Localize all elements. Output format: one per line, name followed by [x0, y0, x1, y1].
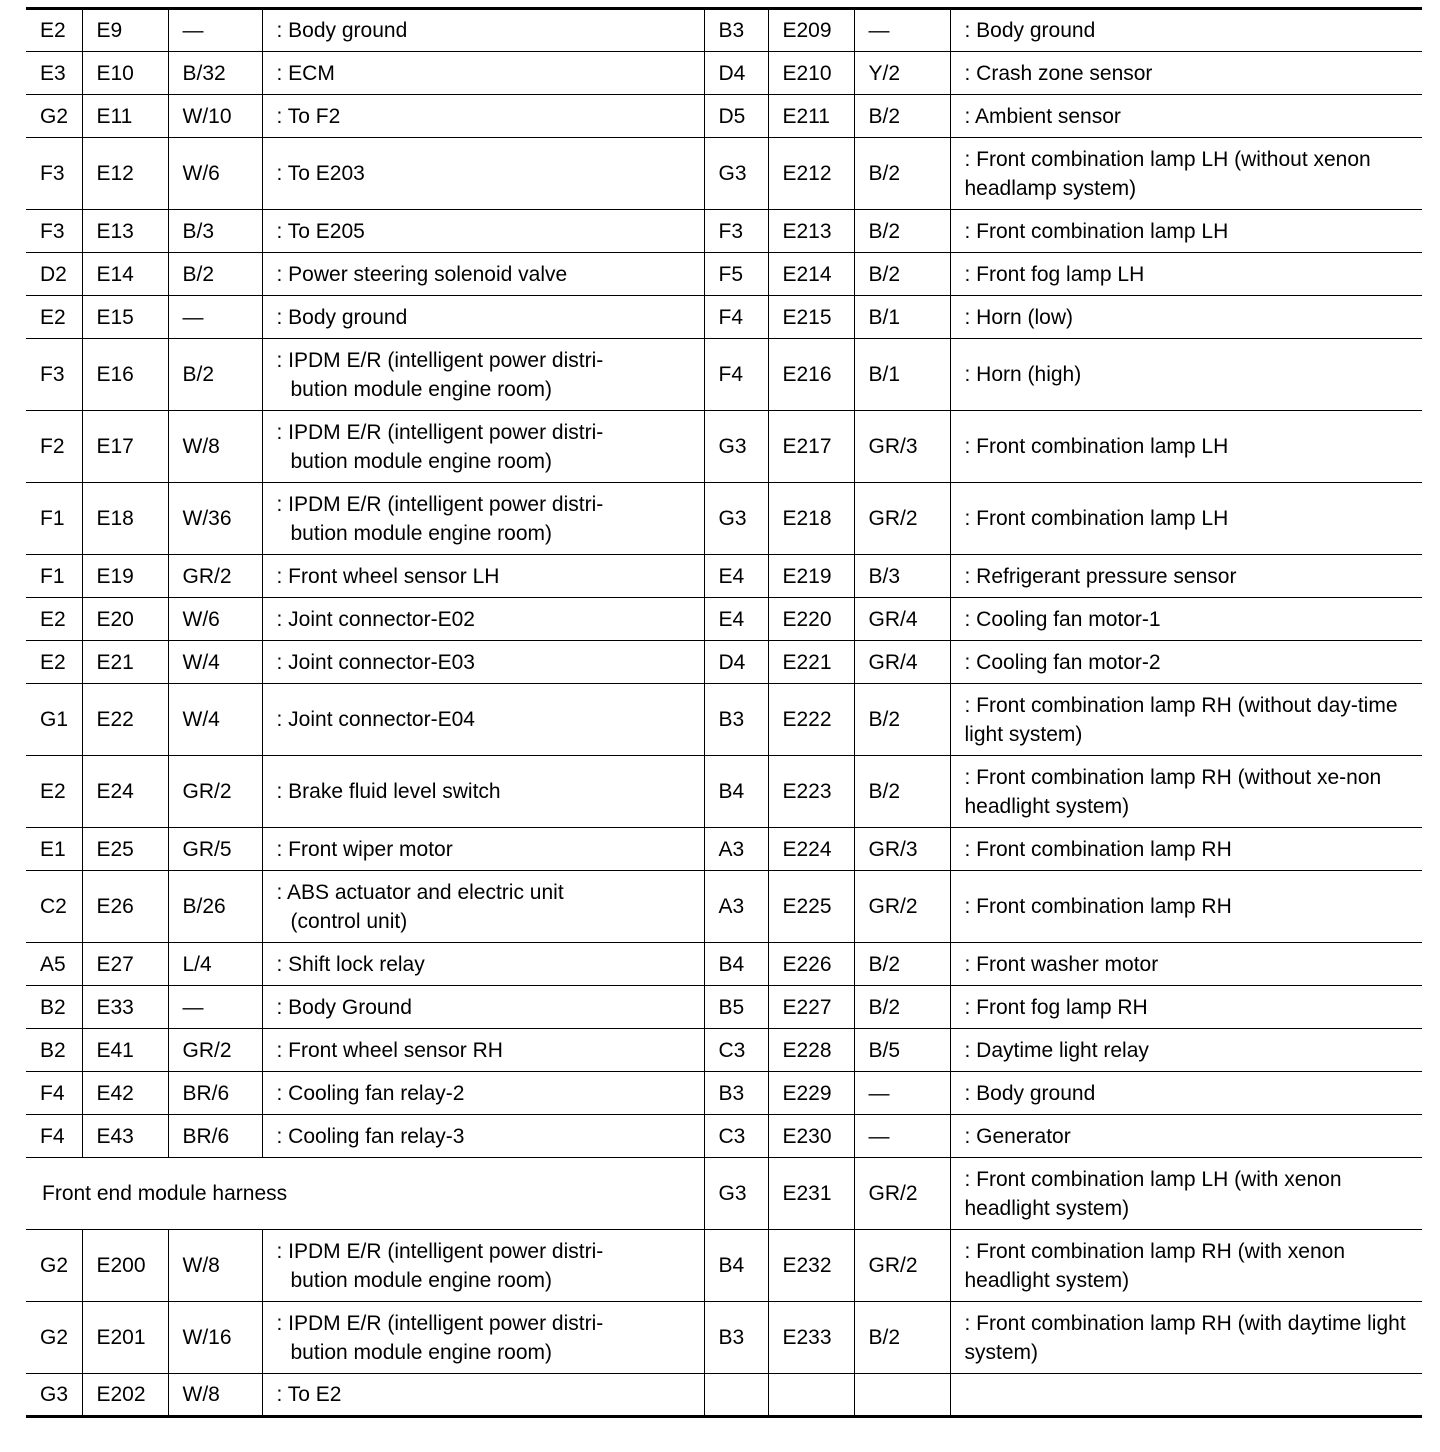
table-row [26, 1302, 1422, 1374]
connector-number: E18 [82, 483, 168, 555]
grid-ref: A3 [704, 828, 768, 871]
connector-spec: W/6 [168, 598, 262, 641]
connector-spec: B/2 [854, 138, 950, 210]
connector-spec: B/2 [854, 986, 950, 1029]
connector-description: : Front wiper motor [262, 828, 704, 871]
table-row [26, 943, 1422, 986]
connector-number: E214 [768, 253, 854, 296]
grid-ref: E2 [26, 296, 82, 339]
connector-description: : Generator [950, 1115, 1422, 1158]
connector-number: E227 [768, 986, 854, 1029]
grid-ref: F3 [26, 210, 82, 253]
grid-ref: F2 [26, 411, 82, 483]
table-row [26, 339, 1422, 411]
table-row [26, 555, 1422, 598]
connector-spec: W/8 [168, 411, 262, 483]
grid-ref: F4 [26, 1072, 82, 1115]
connector-spec: GR/3 [854, 828, 950, 871]
connector-number: E25 [82, 828, 168, 871]
connector-description: : Horn (high) [950, 339, 1422, 411]
connector-spec: — [168, 986, 262, 1029]
table-row [26, 52, 1422, 95]
grid-ref: F4 [704, 339, 768, 411]
grid-ref: A3 [704, 871, 768, 943]
connector-number: E226 [768, 943, 854, 986]
connector-spec: GR/5 [168, 828, 262, 871]
connector-description: : Cooling fan motor-1 [950, 598, 1422, 641]
connector-description: : Front washer motor [950, 943, 1422, 986]
connector-spec: B/2 [854, 210, 950, 253]
connector-spec: W/36 [168, 483, 262, 555]
table-row [26, 253, 1422, 296]
connector-spec: GR/2 [854, 871, 950, 943]
grid-ref: B4 [704, 1230, 768, 1302]
connector-description: : To E203 [262, 138, 704, 210]
connector-spec: B/2 [854, 684, 950, 756]
grid-ref: A5 [26, 943, 82, 986]
connector-description: : Joint connector-E04 [262, 684, 704, 756]
connector-description: : Front combination lamp RH (without xe-non headlight system) [950, 756, 1422, 828]
grid-ref: E2 [26, 9, 82, 52]
connector-number: E202 [82, 1374, 168, 1417]
grid-ref: B3 [704, 9, 768, 52]
connector-spec: B/1 [854, 339, 950, 411]
connector-description [262, 1302, 704, 1374]
connector-number: E9 [82, 9, 168, 52]
description-line: bution module engine room) [290, 521, 552, 545]
connector-number: E201 [82, 1302, 168, 1374]
grid-ref: G3 [704, 483, 768, 555]
connector-description: : To E2 [262, 1374, 704, 1417]
grid-ref: F4 [26, 1115, 82, 1158]
connector-spec: — [168, 296, 262, 339]
table-row [26, 296, 1422, 339]
connector-spec: GR/4 [854, 641, 950, 684]
connector-number: E210 [768, 52, 854, 95]
connector-description: : Body ground [262, 9, 704, 52]
connector-spec: B/2 [168, 339, 262, 411]
connector-spec: B/32 [168, 52, 262, 95]
connector-description: : Front combination lamp RH (without day-time light system) [950, 684, 1422, 756]
grid-ref: E2 [26, 756, 82, 828]
connector-number: E22 [82, 684, 168, 756]
connector-number: E218 [768, 483, 854, 555]
grid-ref: B3 [704, 1072, 768, 1115]
connector-number: E20 [82, 598, 168, 641]
grid-ref: F1 [26, 555, 82, 598]
connector-description: : Body ground [950, 9, 1422, 52]
grid-ref: G2 [26, 1302, 82, 1374]
connector-description [262, 411, 704, 483]
connector-spec: GR/3 [854, 411, 950, 483]
connector-number: E233 [768, 1302, 854, 1374]
connector-number: E211 [768, 95, 854, 138]
connector-description: : Crash zone sensor [950, 52, 1422, 95]
connector-number: E229 [768, 1072, 854, 1115]
grid-ref: B5 [704, 986, 768, 1029]
grid-ref: D5 [704, 95, 768, 138]
connector-spec: GR/2 [854, 1230, 950, 1302]
grid-ref: B2 [26, 1029, 82, 1072]
grid-ref: B3 [704, 684, 768, 756]
table-row [26, 828, 1422, 871]
connector-description: : Joint connector-E03 [262, 641, 704, 684]
table-row [26, 871, 1422, 943]
connector-number [768, 1374, 854, 1417]
connector-number: E219 [768, 555, 854, 598]
connector-number: E14 [82, 253, 168, 296]
connector-description: : Body ground [950, 1072, 1422, 1115]
connector-number: E231 [768, 1158, 854, 1230]
table-row [26, 1230, 1422, 1302]
grid-ref: D4 [704, 641, 768, 684]
connector-description: : Body Ground [262, 986, 704, 1029]
grid-ref: C3 [704, 1115, 768, 1158]
connector-spec: GR/2 [168, 555, 262, 598]
grid-ref: G3 [704, 138, 768, 210]
grid-ref: F5 [704, 253, 768, 296]
table-row [26, 1374, 1422, 1417]
connector-description: : Daytime light relay [950, 1029, 1422, 1072]
connector-number: E10 [82, 52, 168, 95]
connector-spec: — [168, 9, 262, 52]
connector-description: : Horn (low) [950, 296, 1422, 339]
grid-ref: G2 [26, 1230, 82, 1302]
table-row [26, 95, 1422, 138]
grid-ref: C2 [26, 871, 82, 943]
description-line: : IPDM E/R (intelligent power distri- [276, 492, 604, 516]
connector-spec: GR/2 [168, 1029, 262, 1072]
connector-number: E19 [82, 555, 168, 598]
grid-ref: E2 [26, 641, 82, 684]
description-line: : IPDM E/R (intelligent power distri- [276, 348, 604, 372]
table-row [26, 756, 1422, 828]
grid-ref: C3 [704, 1029, 768, 1072]
description-line: : IPDM E/R (intelligent power distri- [276, 420, 604, 444]
connector-number: E16 [82, 339, 168, 411]
connector-spec: B/2 [854, 943, 950, 986]
connector-number: E41 [82, 1029, 168, 1072]
connector-spec: B/26 [168, 871, 262, 943]
connector-number: E17 [82, 411, 168, 483]
connector-description: : Front fog lamp RH [950, 986, 1422, 1029]
connector-description: : To E205 [262, 210, 704, 253]
table-row [26, 1072, 1422, 1115]
connector-number: E221 [768, 641, 854, 684]
connector-spec: B/2 [854, 756, 950, 828]
table-row [26, 1029, 1422, 1072]
connector-description: : Front combination lamp RH (with xenon headlight system) [950, 1230, 1422, 1302]
connector-number: E230 [768, 1115, 854, 1158]
description-line: bution module engine room) [290, 449, 552, 473]
connector-description: : Ambient sensor [950, 95, 1422, 138]
connector-number: E217 [768, 411, 854, 483]
connector-number: E27 [82, 943, 168, 986]
connector-spec: W/4 [168, 684, 262, 756]
table-row [26, 684, 1422, 756]
connector-description: : Cooling fan relay-2 [262, 1072, 704, 1115]
connector-description: : Front wheel sensor RH [262, 1029, 704, 1072]
connector-number: E212 [768, 138, 854, 210]
connector-spec: L/4 [168, 943, 262, 986]
connector-description: : Body ground [262, 296, 704, 339]
connector-number: E26 [82, 871, 168, 943]
connector-description: : Front combination lamp LH (with xenon headlight system) [950, 1158, 1422, 1230]
description-line: : IPDM E/R (intelligent power distri- [276, 1239, 604, 1263]
connector-spec: W/6 [168, 138, 262, 210]
connector-spec: B/2 [854, 95, 950, 138]
connector-spec: — [854, 1072, 950, 1115]
grid-ref: E4 [704, 598, 768, 641]
connector-spec: B/3 [854, 555, 950, 598]
description-line: : IPDM E/R (intelligent power distri- [276, 1311, 604, 1335]
connector-description: : To F2 [262, 95, 704, 138]
grid-ref: B4 [704, 756, 768, 828]
connector-spec: W/8 [168, 1374, 262, 1417]
connector-description [262, 339, 704, 411]
table-row [26, 9, 1422, 52]
connector-spec: GR/2 [168, 756, 262, 828]
grid-ref [704, 1374, 768, 1417]
table-row [26, 411, 1422, 483]
connector-description: : Cooling fan relay-3 [262, 1115, 704, 1158]
grid-ref: B4 [704, 943, 768, 986]
connector-description: : Front combination lamp RH [950, 828, 1422, 871]
connector-description: : Front combination lamp LH [950, 411, 1422, 483]
grid-ref: G3 [704, 1158, 768, 1230]
description-line: bution module engine room) [290, 1340, 552, 1364]
connector-number: E21 [82, 641, 168, 684]
connector-spec [854, 1374, 950, 1417]
connector-description: : Refrigerant pressure sensor [950, 555, 1422, 598]
grid-ref: E2 [26, 598, 82, 641]
connector-number: E24 [82, 756, 168, 828]
connector-spec: — [854, 9, 950, 52]
connector-description: : Power steering solenoid valve [262, 253, 704, 296]
connector-description [262, 871, 704, 943]
connector-number: E42 [82, 1072, 168, 1115]
description-line: bution module engine room) [290, 377, 552, 401]
table-row [26, 598, 1422, 641]
connector-spec: B/2 [854, 253, 950, 296]
connector-number: E216 [768, 339, 854, 411]
connector-spec: W/8 [168, 1230, 262, 1302]
connector-spec: BR/6 [168, 1072, 262, 1115]
description-line: : ABS actuator and electric unit [276, 880, 564, 904]
grid-ref: B2 [26, 986, 82, 1029]
grid-ref: G1 [26, 684, 82, 756]
grid-ref: F3 [704, 210, 768, 253]
connector-spec: B/3 [168, 210, 262, 253]
connector-spec: B/2 [168, 253, 262, 296]
table-row [26, 1115, 1422, 1158]
grid-ref: F3 [26, 339, 82, 411]
connector-number: E200 [82, 1230, 168, 1302]
connector-description: : Front combination lamp RH (with daytime light system) [950, 1302, 1422, 1374]
table-row [26, 483, 1422, 555]
description-line: (control unit) [290, 909, 408, 933]
connector-number: E11 [82, 95, 168, 138]
connector-spec: W/10 [168, 95, 262, 138]
connector-spec: — [854, 1115, 950, 1158]
connector-number: E33 [82, 986, 168, 1029]
grid-ref: F1 [26, 483, 82, 555]
grid-ref: F3 [26, 138, 82, 210]
connector-description: : Cooling fan motor-2 [950, 641, 1422, 684]
connector-number: E15 [82, 296, 168, 339]
connector-spec: B/5 [854, 1029, 950, 1072]
connector-description: : Front wheel sensor LH [262, 555, 704, 598]
grid-ref: E1 [26, 828, 82, 871]
connector-description: : Front combination lamp LH (without xenon headlamp system) [950, 138, 1422, 210]
connector-spec: W/16 [168, 1302, 262, 1374]
connector-table-body [26, 9, 1422, 1417]
connector-description: : ECM [262, 52, 704, 95]
connector-description: : Joint connector-E02 [262, 598, 704, 641]
connector-number: E215 [768, 296, 854, 339]
section-label: Front end module harness [26, 1158, 704, 1230]
table-row [26, 210, 1422, 253]
connector-description: : Front combination lamp RH [950, 871, 1422, 943]
connector-spec: B/1 [854, 296, 950, 339]
connector-spec: GR/4 [854, 598, 950, 641]
connector-description [950, 1374, 1422, 1417]
connector-spec: B/2 [854, 1302, 950, 1374]
connector-spec: GR/2 [854, 483, 950, 555]
connector-number: E228 [768, 1029, 854, 1072]
grid-ref: F4 [704, 296, 768, 339]
connector-number: E213 [768, 210, 854, 253]
table-row [26, 641, 1422, 684]
connector-description [262, 1230, 704, 1302]
connector-list-page [26, 7, 1422, 1418]
connector-number: E222 [768, 684, 854, 756]
table-row [26, 1158, 1422, 1230]
table-row [26, 138, 1422, 210]
connector-description: : Brake fluid level switch [262, 756, 704, 828]
connector-number: E232 [768, 1230, 854, 1302]
connector-description [262, 483, 704, 555]
connector-number: E43 [82, 1115, 168, 1158]
connector-description: : Front combination lamp LH [950, 210, 1422, 253]
grid-ref: D4 [704, 52, 768, 95]
grid-ref: G3 [26, 1374, 82, 1417]
grid-ref: B3 [704, 1302, 768, 1374]
grid-ref: D2 [26, 253, 82, 296]
connector-number: E13 [82, 210, 168, 253]
connector-table [26, 7, 1422, 1418]
connector-description: : Front fog lamp LH [950, 253, 1422, 296]
connector-spec: BR/6 [168, 1115, 262, 1158]
connector-spec: Y/2 [854, 52, 950, 95]
grid-ref: E3 [26, 52, 82, 95]
grid-ref: G3 [704, 411, 768, 483]
table-row [26, 986, 1422, 1029]
grid-ref: G2 [26, 95, 82, 138]
connector-number: E223 [768, 756, 854, 828]
connector-number: E224 [768, 828, 854, 871]
connector-number: E225 [768, 871, 854, 943]
connector-description: : Front combination lamp LH [950, 483, 1422, 555]
description-line: bution module engine room) [290, 1268, 552, 1292]
connector-spec: GR/2 [854, 1158, 950, 1230]
connector-number: E209 [768, 9, 854, 52]
connector-spec: W/4 [168, 641, 262, 684]
connector-number: E220 [768, 598, 854, 641]
connector-description: : Shift lock relay [262, 943, 704, 986]
grid-ref: E4 [704, 555, 768, 598]
connector-number: E12 [82, 138, 168, 210]
